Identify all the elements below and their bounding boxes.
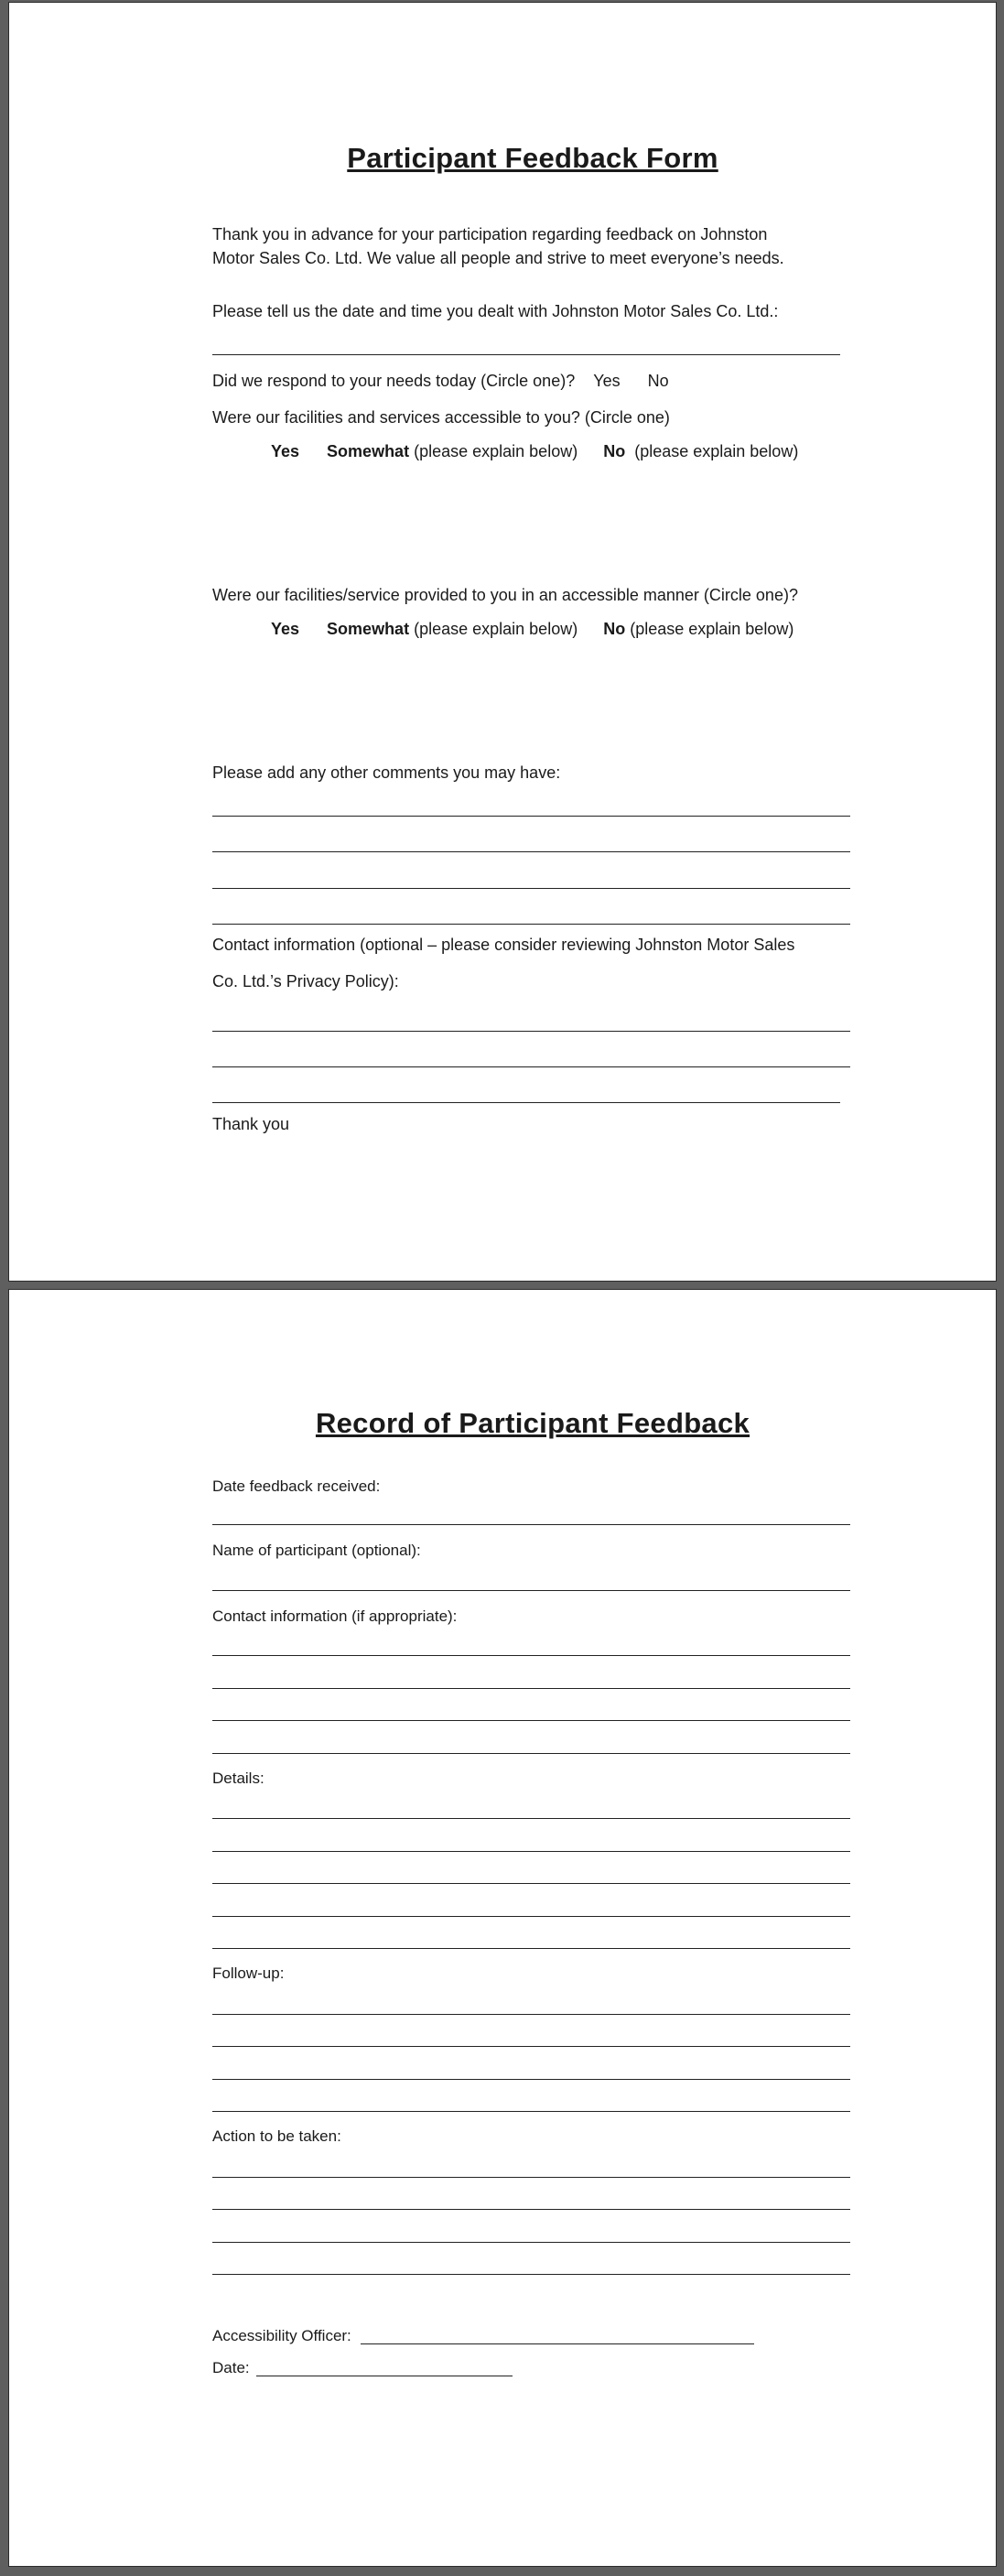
service-somewhat-option[interactable]: Somewhat	[327, 620, 410, 638]
action-line[interactable]	[212, 2242, 850, 2243]
follow-up-line[interactable]	[212, 2111, 850, 2112]
contact-info-line[interactable]	[212, 1753, 850, 1754]
details-line[interactable]	[212, 1916, 850, 1917]
needs-question	[212, 369, 669, 393]
follow-up-label: Follow-up:	[212, 1964, 285, 1982]
participant-name-label: Name of participant (optional):	[212, 1542, 421, 1559]
service-options	[271, 620, 793, 639]
page-title: Record of Participant Feedback	[315, 1407, 750, 1439]
officer-label: Accessibility Officer:	[212, 2327, 351, 2344]
form-page	[8, 2, 997, 1282]
needs-question-text: Did we respond to your needs today (Circle one)?	[212, 372, 576, 390]
service-no-note: (please explain below)	[630, 620, 794, 638]
page-title: Participant Feedback Form	[347, 142, 718, 174]
facilities-somewhat-option[interactable]: Somewhat	[327, 442, 410, 460]
contact-info-line[interactable]	[212, 1655, 850, 1656]
facilities-question: Were our facilities and services accessible to you? (Circle one)	[212, 408, 670, 427]
details-label: Details:	[212, 1770, 264, 1787]
contact-line[interactable]	[212, 1031, 850, 1032]
comments-line[interactable]	[212, 816, 850, 817]
date-question: Please tell us the date and time you dealt with Johnston Motor Sales Co. Ltd.:	[212, 302, 779, 320]
service-question: Were our facilities/service provided to you in an accessible manner (Circle one)?	[212, 586, 798, 604]
contact-info-line[interactable]	[212, 1720, 850, 1721]
follow-up-line[interactable]	[212, 2046, 850, 2047]
follow-up-line[interactable]	[212, 2014, 850, 2015]
date-answer-line[interactable]	[212, 354, 840, 355]
comments-question: Please add any other comments you may have:	[212, 763, 561, 782]
facilities-yes-option[interactable]: Yes	[271, 442, 300, 460]
contact-line[interactable]	[212, 1066, 850, 1067]
details-line[interactable]	[212, 1948, 850, 1949]
contact-line[interactable]	[212, 1102, 840, 1103]
date-label: Date:	[212, 2359, 250, 2376]
comments-line[interactable]	[212, 924, 850, 925]
action-line[interactable]	[212, 2209, 850, 2210]
service-no-option[interactable]: No	[603, 620, 626, 638]
participant-name-line[interactable]	[212, 1590, 850, 1591]
date-received-line[interactable]	[212, 1524, 850, 1525]
contact-line-1: Contact information (optional – please consider reviewing Johnston Motor Sales	[212, 936, 795, 954]
comments-line[interactable]	[212, 851, 850, 852]
action-line[interactable]	[212, 2177, 850, 2178]
form-body	[212, 222, 853, 1229]
officer-line[interactable]	[361, 2343, 754, 2344]
contact-info-line[interactable]	[212, 1688, 850, 1689]
action-label: Action to be taken:	[212, 2127, 341, 2145]
record-header	[212, 1407, 853, 1440]
follow-up-line[interactable]	[212, 2079, 850, 2080]
details-line[interactable]	[212, 1883, 850, 1884]
intro-line-2: Motor Sales Co. Ltd. We value all people and strive to meet everyone’s needs.	[212, 249, 784, 267]
comments-line[interactable]	[212, 888, 850, 889]
record-page	[8, 1289, 997, 2567]
service-somewhat-note: (please explain below)	[414, 620, 578, 638]
facilities-somewhat-note: (please explain below)	[414, 442, 578, 460]
facilities-options	[271, 442, 798, 461]
date-received-label: Date feedback received:	[212, 1477, 381, 1495]
service-yes-option[interactable]: Yes	[271, 620, 300, 638]
action-line[interactable]	[212, 2274, 850, 2275]
contact-info-label: Contact information (if appropriate):	[212, 1607, 458, 1625]
needs-yes-option[interactable]: Yes	[593, 372, 621, 390]
details-line[interactable]	[212, 1818, 850, 1819]
facilities-no-option[interactable]: No	[603, 442, 626, 460]
form-content	[212, 142, 853, 175]
details-line[interactable]	[212, 1851, 850, 1852]
thank-you-text: Thank you	[212, 1115, 290, 1133]
record-body	[212, 1475, 853, 2482]
facilities-no-note: (please explain below)	[634, 442, 799, 460]
needs-no-option[interactable]: No	[647, 372, 669, 390]
contact-line-2: Co. Ltd.’s Privacy Policy):	[212, 972, 399, 990]
intro-line-1: Thank you in advance for your participation regarding feedback on Johnston	[212, 225, 768, 244]
